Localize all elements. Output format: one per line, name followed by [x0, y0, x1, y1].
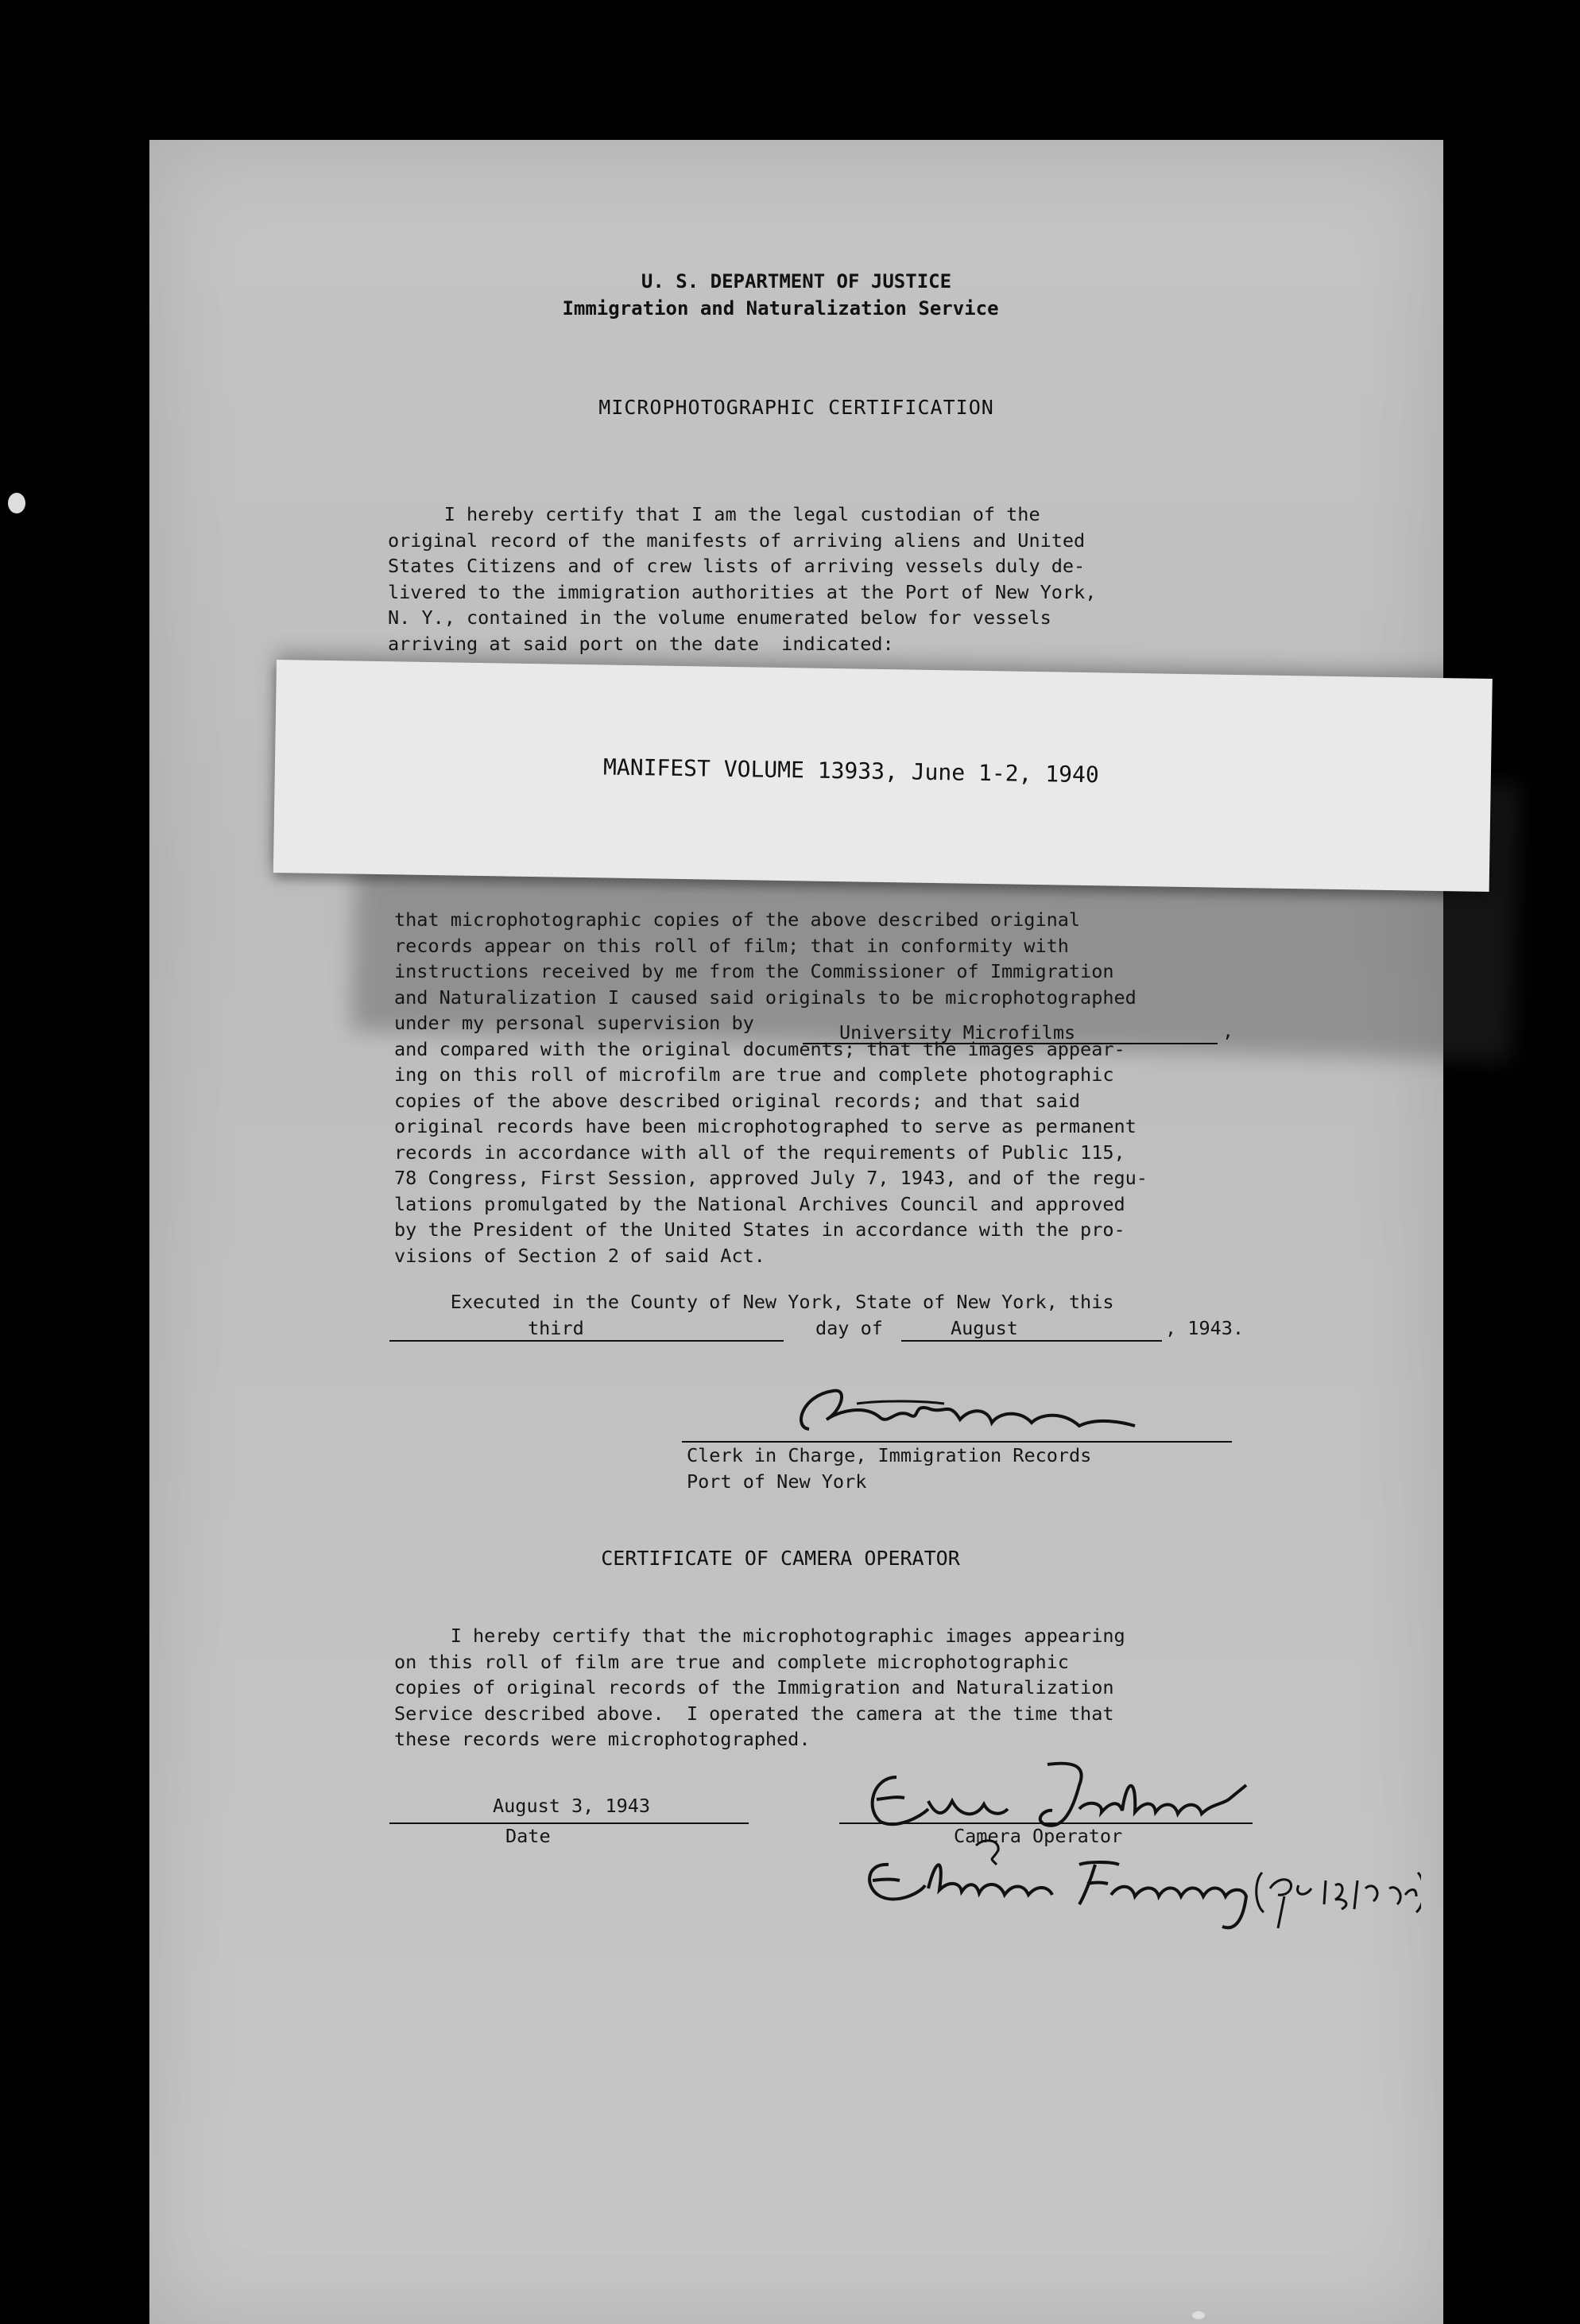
clerk-title: Clerk in Charge, Immigration Records: [687, 1444, 1092, 1466]
day-underline: [389, 1340, 784, 1342]
camera-line: on this roll of film are true and complete microphotographic: [394, 1650, 1069, 1673]
body-line: ing on this roll of microfilm are true and complete photographic: [394, 1063, 1114, 1086]
camera-line: Service described above. I operated the camera at the time that: [394, 1702, 1114, 1725]
filmed-by-comma: ,: [1222, 1020, 1234, 1042]
document-page: [149, 140, 1443, 2324]
intro-line: States Citizens and of crew lists of arriving vessels duly de-: [388, 555, 1086, 577]
month-underline: [901, 1340, 1162, 1342]
manifest-volume-label: MANIFEST VOLUME 13933, June 1-2, 1940: [602, 753, 1099, 788]
camera-certificate-title: CERTIFICATE OF CAMERA OPERATOR: [601, 1547, 960, 1570]
operator-signature-1: [849, 1753, 1262, 1833]
camera-certificate-paragraph: [394, 1623, 1268, 1753]
day-of-label: day of: [815, 1317, 883, 1339]
service-heading: Immigration and Naturalization Service: [562, 297, 999, 320]
intro-line: original record of the manifests of arriving aliens and United: [388, 529, 1086, 552]
certification-title: MICROPHOTOGRAPHIC CERTIFICATION: [598, 396, 994, 419]
film-speck: [8, 493, 25, 513]
filmed-by-value: University Microfilms: [839, 1021, 1076, 1044]
body-line: copies of the above described original records; and that said: [394, 1089, 1081, 1112]
body-line: by the President of the United States in accordance with the pro-: [394, 1218, 1125, 1241]
year-value: , 1943.: [1165, 1317, 1245, 1339]
intro-line: I hereby certify that I am the legal custodian of the: [388, 503, 1040, 525]
film-speck: [1192, 2311, 1205, 2319]
date-underline: [389, 1822, 749, 1824]
filmed-by-underline: [803, 1043, 1218, 1044]
body-line: visions of Section 2 of said Act.: [394, 1244, 765, 1267]
certification-intro-paragraph: [388, 502, 1262, 657]
body-line: that microphotographic copies of the above described original: [394, 908, 1081, 931]
body-line: 78 Congress, First Session, approved July 7, 1943, and of the regu-: [394, 1167, 1148, 1189]
clerk-signature-line: [682, 1441, 1232, 1443]
camera-line: copies of original records of the Immigration and Naturalization: [394, 1676, 1114, 1698]
operator-signature-2: [849, 1833, 1421, 1936]
clerk-port: Port of New York: [687, 1470, 867, 1493]
operator-signature-line: [839, 1822, 1253, 1824]
intro-line: N. Y., contained in the volume enumerated below for vessels: [388, 606, 1051, 629]
day-value: third: [528, 1317, 584, 1339]
body-line: instructions received by me from the Commissioner of Immigration: [394, 960, 1114, 982]
date-label: Date: [505, 1825, 551, 1847]
body-line: and Naturalization I caused said originals to be microphotographed: [394, 986, 1137, 1009]
volume-label-strip: [273, 660, 1493, 892]
certification-body-paragraph: [394, 907, 1268, 1269]
body-line: records in accordance with all of the requirements of Public 115,: [394, 1141, 1125, 1164]
date-value: August 3, 1943: [493, 1795, 651, 1817]
body-line: and compared with the original documents; that the images appear-: [394, 1037, 1125, 1060]
body-line: under my personal supervision by: [394, 1012, 754, 1034]
executed-line: Executed in the County of New York, State of New York, this: [394, 1291, 1114, 1313]
body-line: original records have been microphotographed to serve as permanent: [394, 1115, 1137, 1137]
department-heading: U. S. DEPARTMENT OF JUSTICE: [641, 270, 952, 292]
intro-line: arriving at said port on the date indicated:: [388, 632, 894, 655]
operator-label: Camera Operator: [954, 1825, 1123, 1847]
camera-line: I hereby certify that the microphotographic images appearing: [394, 1625, 1125, 1647]
month-value: August: [951, 1317, 1018, 1339]
camera-line: these records were microphotographed.: [394, 1728, 811, 1750]
body-line: lations promulgated by the National Archives Council and approved: [394, 1192, 1125, 1215]
intro-line: livered to the immigration authorities at the Port of New York,: [388, 580, 1097, 603]
body-line: records appear on this roll of film; that in conformity with: [394, 934, 1069, 957]
clerk-signature: [761, 1380, 1175, 1443]
